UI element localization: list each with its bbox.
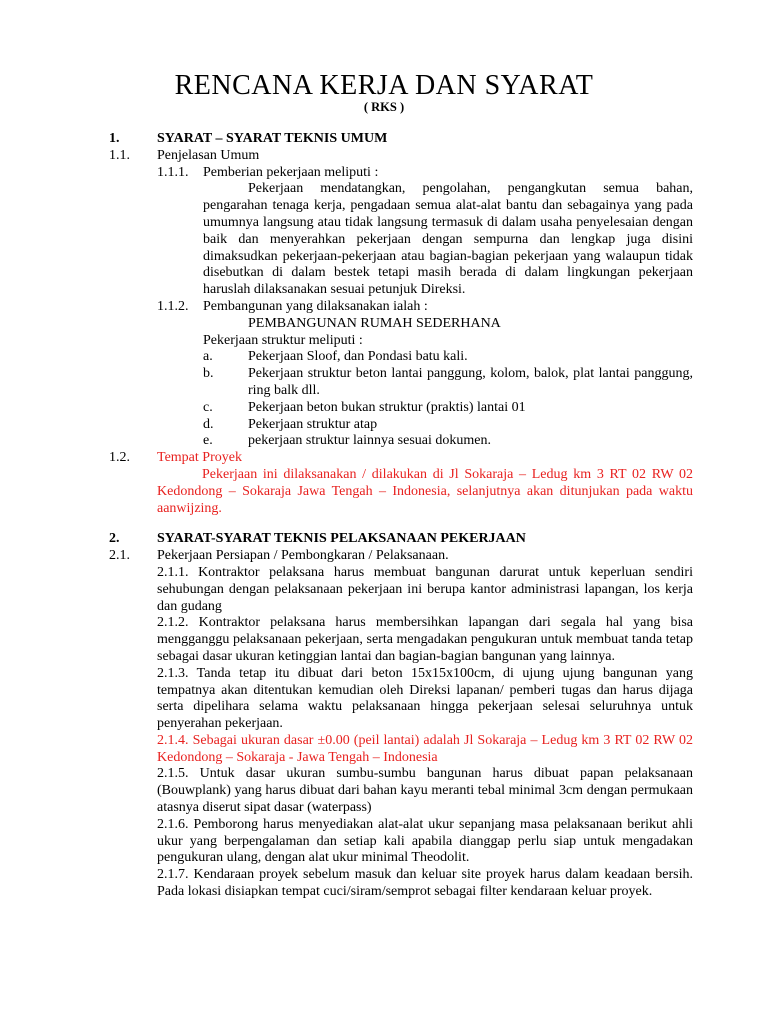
- section-title: SYARAT – SYARAT TEKNIS UMUM: [157, 131, 388, 146]
- document-body: [0, 131, 768, 901]
- section-title: Pemberian pekerjaan meliputi :: [203, 164, 379, 180]
- structure-item-list: [0, 349, 768, 450]
- section-2-heading: [0, 531, 768, 548]
- paragraph-2-1-1: 2.1.1. Kontraktor pelaksana harus membuat bangunan darurat untuk keperluan sendiri sehubungan dengan pelaksanaan pekerjaan ini berupa kantor administrasi lapangan, los kerja dan gudang: [157, 564, 693, 614]
- item-text: Pekerjaan struktur beton lantai panggung, kolom, balok, plat lantai panggung, ring balk dll.: [248, 366, 693, 398]
- section-number: 1.2.: [109, 450, 130, 466]
- section-title: SYARAT-SYARAT TEKNIS PELAKSANAAN PEKERJAAN: [157, 531, 526, 547]
- paragraph-2-1-6: 2.1.6. Pemborong harus menyediakan alat-alat ukur sepanjang masa pelaksanaan berikut ahli ukur yang berpengalaman dan setiap kali apabila dianggap perlu siap untuk mengadakan pengukuran ulang, dengan alat ukur minimal Theodolit.: [157, 816, 693, 866]
- item-text: Pekerjaan Sloof, dan Pondasi batu kali.: [248, 349, 468, 365]
- section-1-2-heading: [0, 450, 768, 467]
- section-number: 1.: [109, 131, 120, 146]
- section-2-1-heading: [0, 548, 768, 565]
- item-text: Pekerjaan struktur atap: [248, 416, 378, 432]
- paragraph-2-1-2: 2.1.2. Kontraktor pelaksana harus membersihkan lapangan dari segala hal yang bisa mengganggu pelaksanaan pekerjaan, serta mengadakan pengukuran untuk membuat tanda tetap sebagai dasar ukuran ketinggian lantai dan bagian-bagian bangunan yang lainnya.: [157, 615, 693, 664]
- section-title: Penjelasan Umum: [157, 147, 260, 163]
- section-1-1-1-heading: [0, 165, 768, 182]
- item-letter: d.: [203, 416, 214, 432]
- structure-intro: Pekerjaan struktur meliputi :: [203, 332, 363, 348]
- document-subtitle: ( RKS ): [363, 100, 405, 114]
- paragraph-1-1-1: pengarahan tenaga kerja, pengadaan semua alat-alat bantu dan sebagainya yang pada umumnya langsung atau tidak langsung termasuk di dalam usaha penyelesaian dengan baik dan menyerahkan pekerjaan dengan sempurna dan lengkap juga disini dimaksudkan pekerjaan-pekerjaan atau bagian-bagian pekerjaan yang walaupun tidak disebutkan di dalam bestek tetapi masih berada di dalam lingkungan pekerjaan haruslah dilaksanakan sesuai petunjuk Direksi.: [203, 198, 693, 298]
- paragraph-2-1-5: 2.1.5. Untuk dasar ukuran sumbu-sumbu bangunan harus dibuat papan pelaksanaan (Bouwplank) yang harus dibuat dari bahan kayu meranti tebal minimal 3cm dengan permukaan atasnya diserut sipat dasar (waterpass): [157, 766, 693, 816]
- structure-item: [0, 349, 768, 366]
- structure-item: [0, 366, 768, 400]
- section-number: 1.1.: [109, 147, 130, 163]
- section-number: 2.1.: [109, 548, 130, 564]
- item-text: Pekerjaan beton bukan struktur (praktis) lantai 01: [248, 399, 526, 415]
- paragraph-1-2: Pekerjaan ini dilaksanakan / dilakukan di Jl Sokaraja – Ledug km 3 RT 02 RW 02 Kedondong – Sokaraja Jawa Tengah – Indonesia, selanjutnya akan ditunjukan pada waktu aanwijzing.: [157, 466, 693, 516]
- structure-item: [0, 417, 768, 434]
- paragraph-2-1-3: 2.1.3. Tanda tetap itu dibuat dari beton 15x15x100cm, di ujung ujung bangunan yang tempatnya akan ditentukan kemudian oleh Direksi lapanan/ pemberi tugas dan harus dijaga serta dipelihara selama waktu pelaksanaan hingga pekerjaan selesai seluruhnya untuk penyerahan pekerjaan.: [157, 665, 693, 732]
- section-1-heading: [0, 131, 768, 148]
- paragraph-1-1-1-first-line: Pekerjaan mendatangkan, pengolahan, pengangkutan semua bahan,: [248, 181, 693, 197]
- structure-item: [0, 400, 768, 417]
- section-2-1-paragraphs: [0, 565, 768, 901]
- section-title: Pekerjaan Persiapan / Pembongkaran / Pelaksanaan.: [157, 548, 449, 564]
- section-number: 1.1.1.: [157, 164, 189, 180]
- section-title: Pembangunan yang dilaksanakan ialah :: [203, 298, 428, 314]
- item-letter: e.: [203, 433, 213, 449]
- document-title: RENCANA KERJA DAN SYARAT: [174, 70, 594, 101]
- section-number: 2.: [109, 531, 120, 547]
- item-letter: c.: [203, 399, 213, 415]
- section-number: 1.1.2.: [157, 298, 189, 314]
- section-title: Tempat Proyek: [157, 450, 242, 466]
- project-name: PEMBANGUNAN RUMAH SEDERHANA: [248, 315, 501, 331]
- item-letter: a.: [203, 349, 213, 365]
- structure-item: [0, 433, 768, 450]
- section-1-1-heading: [0, 148, 768, 165]
- item-letter: b.: [203, 366, 214, 382]
- paragraph-2-1-4: 2.1.4. Sebagai ukuran dasar ±0.00 (peil lantai) adalah Jl Sokaraja – Ledug km 3 RT 02 RW 02 Kedondong – Sokaraja - Jawa Tengah – Indonesia: [157, 732, 693, 765]
- paragraph-2-1-7: 2.1.7. Kendaraan proyek sebelum masuk dan keluar site proyek harus dalam keadaan bersih. Pada lokasi disiapkan tempat cuci/siram/semprot sebagai filter kendaraan keluar proyek.: [157, 867, 693, 900]
- item-text: pekerjaan struktur lainnya sesuai dokumen.: [248, 433, 491, 449]
- section-1-1-2-heading: [0, 299, 768, 316]
